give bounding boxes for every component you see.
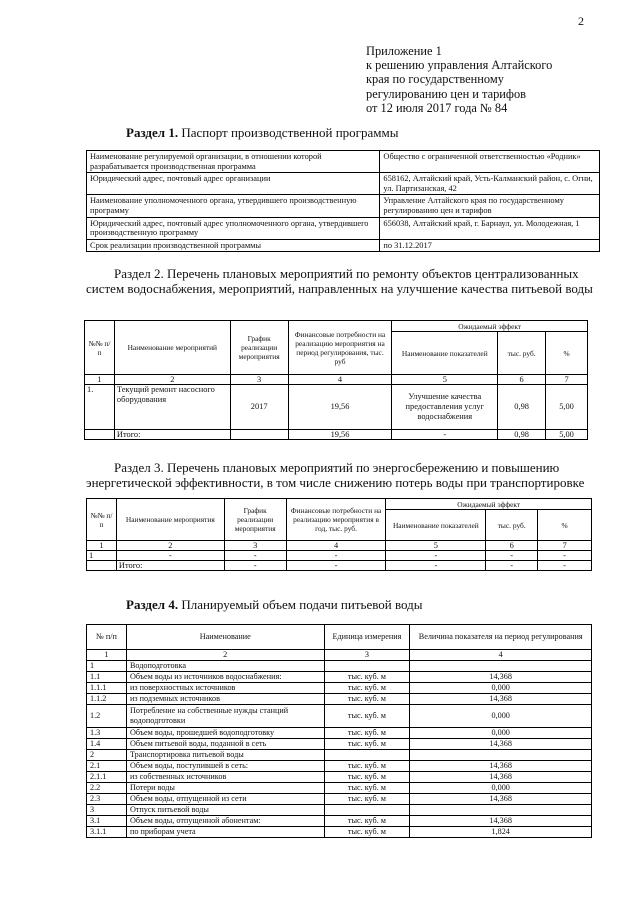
row-value: 0,000: [410, 783, 592, 794]
col-number: 7: [538, 541, 592, 551]
col-number: 2: [114, 375, 230, 385]
section2-title: Раздел 2. Перечень плановых мероприятий по ремонту объектов централизованных систем водоснабжения, мероприятий, направленных на улучшение качества питьевой воды: [86, 266, 593, 296]
total-cell: -: [224, 561, 286, 571]
total-pct: 5,00: [546, 430, 588, 440]
col-number: 4: [288, 375, 392, 385]
header-unit: Единица измерения: [324, 625, 410, 650]
row-num: 3.1: [87, 816, 127, 827]
section1-title: [126, 125, 398, 141]
total-effect-name: -: [392, 430, 498, 440]
passport-value: по 31.12.2017: [380, 239, 600, 252]
col-number: 5: [386, 541, 486, 551]
passport-value: 658162, Алтайский край, Усть-Калманский район, с. Огни, ул. Партизанская, 42: [380, 173, 600, 195]
row-name: из подземных источников: [126, 694, 324, 705]
table-row: [87, 195, 600, 217]
header-schedule: График реализации мероприятия: [230, 321, 288, 375]
row-num: 2.1.1: [87, 772, 127, 783]
header-finance: Финансовые потребности на реализацию мероприятия в год, тыс. руб.: [286, 499, 386, 541]
header-effect: Ожидаемый эффект: [386, 499, 592, 510]
col-number: 5: [392, 375, 498, 385]
row-value: 0,000: [410, 683, 592, 694]
table-row: [87, 551, 592, 561]
table-row: [87, 151, 600, 173]
header-effect-pct: %: [546, 332, 588, 375]
col-number: 3: [224, 541, 286, 551]
col-number: 1: [87, 541, 117, 551]
row-num: 1: [87, 661, 127, 672]
table-row: [87, 750, 592, 761]
section2-table: [84, 320, 588, 440]
col-number: 3: [324, 650, 410, 661]
row-name: Потребление на собственные нужды станций водоподготовки: [126, 705, 324, 728]
row-value: 14,368: [410, 772, 592, 783]
passport-label: Срок реализации производственной программы: [87, 239, 380, 252]
appendix-line: регулированию цен и тарифов: [366, 86, 526, 101]
total-label: Итого:: [116, 561, 224, 571]
table-total-row: [85, 430, 588, 440]
col-number: 4: [410, 650, 592, 661]
table-row: [87, 661, 592, 672]
header-effect: Ожидаемый эффект: [392, 321, 588, 332]
col-number: 1: [85, 375, 115, 385]
table-row: [87, 705, 592, 728]
passport-value: Управление Алтайского края по государственному регулированию цен и тарифов: [380, 195, 600, 217]
total-label: Итого:: [114, 430, 230, 440]
row-value: 14,368: [410, 816, 592, 827]
row-num: 1.2: [87, 705, 127, 728]
table-row: [87, 816, 592, 827]
row-name: Отпуск питьевой воды: [126, 805, 324, 816]
appendix-line: к решению управления Алтайского: [366, 58, 553, 73]
col-number: 2: [126, 650, 324, 661]
table-row: [87, 217, 600, 239]
total-finance: 19,56: [288, 430, 392, 440]
header-name: Наименование: [126, 625, 324, 650]
appendix-line: Приложение 1: [366, 44, 442, 58]
section3-table: [86, 498, 592, 571]
row-name: по приборам учета: [126, 827, 324, 838]
row-cell: -: [486, 551, 538, 561]
header-schedule: График реализации мероприятия: [224, 499, 286, 541]
table-row: [87, 772, 592, 783]
row-value: [410, 805, 592, 816]
table-row: [87, 805, 592, 816]
row-num: 1.1: [87, 672, 127, 683]
row-unit: тыс. куб. м: [324, 761, 410, 772]
row-name: Текущий ремонт насосного оборудования: [114, 385, 230, 430]
row-name: Объем воды, прошедшей водоподготовку: [126, 728, 324, 739]
col-number: 6: [486, 541, 538, 551]
header-effect-name: Наименование показателей: [392, 332, 498, 375]
row-value: 14,368: [410, 694, 592, 705]
total-cell: -: [486, 561, 538, 571]
section4-title-bold: Раздел 4.: [126, 597, 179, 612]
section1-table: [86, 150, 600, 252]
column-number-row: [87, 650, 592, 661]
column-number-row: [87, 541, 592, 551]
appendix-line: от 12 июля 2017 года № 84: [366, 100, 508, 115]
passport-label: Наименование уполномоченного органа, утвердившего производственную программу: [87, 195, 380, 217]
table-total-row: [87, 561, 592, 571]
header-finance: Финансовые потребности на реализацию мероприятия на период регулирования, тыс. руб: [288, 321, 392, 375]
row-name: Объем воды, отпущенной из сети: [126, 794, 324, 805]
row-unit: тыс. куб. м: [324, 739, 410, 750]
row-cell: -: [538, 551, 592, 561]
col-number: 6: [498, 375, 546, 385]
section4-title: [126, 597, 423, 613]
total-cell: -: [386, 561, 486, 571]
row-effect-rub: 0,98: [498, 385, 546, 430]
row-value: 14,368: [410, 739, 592, 750]
row-finance: 19,56: [288, 385, 392, 430]
col-number: 4: [286, 541, 386, 551]
total-rub: 0,98: [498, 430, 546, 440]
row-num: 2.3: [87, 794, 127, 805]
row-value: 0,000: [410, 728, 592, 739]
row-effect-name: Улучшение качества предоставления услуг водоснабжения: [392, 385, 498, 430]
table-header-row: [87, 499, 592, 510]
row-value: 14,368: [410, 794, 592, 805]
row-cell: -: [224, 551, 286, 561]
row-unit: тыс. куб. м: [324, 783, 410, 794]
row-unit: тыс. куб. м: [324, 816, 410, 827]
header-num: №№ п/п: [85, 321, 115, 375]
table-header-row: [85, 321, 588, 332]
section4-table-body: [87, 661, 592, 838]
header-effect-name: Наименование показателей: [386, 510, 486, 541]
table-row: [87, 672, 592, 683]
col-number: 3: [230, 375, 288, 385]
row-num: 1.: [85, 385, 115, 430]
table-row: [87, 827, 592, 838]
row-num: 3: [87, 805, 127, 816]
header-num: № п/п: [87, 625, 127, 650]
row-value: 1,824: [410, 827, 592, 838]
table-row: [87, 694, 592, 705]
section3-title: Раздел 3. Перечень плановых мероприятий по энергосбережению и повышению энергетической эффективности, в том числе снижению потерь воды при транспортировке: [86, 460, 585, 490]
row-num: 2: [87, 750, 127, 761]
row-name: Потери воды: [126, 783, 324, 794]
row-value: [410, 750, 592, 761]
row-name: из собственных источников: [126, 772, 324, 783]
appendix-line: края по государственному: [366, 72, 504, 87]
header-value: Величина показателя на период регулирования: [410, 625, 592, 650]
row-schedule: 2017: [230, 385, 288, 430]
row-name: Объем воды, отпущенной абонентам:: [126, 816, 324, 827]
header-effect-pct: %: [538, 510, 592, 541]
row-num: 3.1.1: [87, 827, 127, 838]
row-name: Объем воды, поступившей в сеть:: [126, 761, 324, 772]
row-num: 1: [87, 551, 117, 561]
row-unit: тыс. куб. м: [324, 705, 410, 728]
row-unit: [324, 750, 410, 761]
col-number: 1: [87, 650, 127, 661]
table-row: [87, 239, 600, 252]
row-name: Объем воды из источников водоснабжения:: [126, 672, 324, 683]
row-value: 14,368: [410, 672, 592, 683]
col-number: 7: [546, 375, 588, 385]
table-header-row: [87, 625, 592, 650]
table-row: [87, 783, 592, 794]
header-effect-rub: тыс. руб.: [486, 510, 538, 541]
row-unit: тыс. куб. м: [324, 794, 410, 805]
row-unit: [324, 661, 410, 672]
row-value: 14,368: [410, 761, 592, 772]
passport-label: Наименование регулируемой организации, в отношении которой разрабатывается производственная программа: [87, 151, 380, 173]
row-unit: тыс. куб. м: [324, 694, 410, 705]
header-name: Наименование мероприятия: [116, 499, 224, 541]
header-num: №№ п/п: [87, 499, 117, 541]
row-num: 1.3: [87, 728, 127, 739]
row-num: 2.1: [87, 761, 127, 772]
table-row: [85, 385, 588, 430]
row-unit: тыс. куб. м: [324, 728, 410, 739]
row-name: Объем питьевой воды, поданной в сеть: [126, 739, 324, 750]
row-name: из поверхностных источников: [126, 683, 324, 694]
table-row: [87, 739, 592, 750]
row-effect-pct: 5,00: [546, 385, 588, 430]
table-row: [87, 683, 592, 694]
table-row: [87, 173, 600, 195]
row-cell: -: [116, 551, 224, 561]
row-name: Транспортировка питьевой воды: [126, 750, 324, 761]
passport-label: Юридический адрес, почтовый адрес уполномоченного органа, утвердившего производственную программу: [87, 217, 380, 239]
col-number: 2: [116, 541, 224, 551]
passport-value: Общество с ограниченной ответственностью «Родник»: [380, 151, 600, 173]
row-unit: тыс. куб. м: [324, 772, 410, 783]
header-name: Наименование мероприятий: [114, 321, 230, 375]
row-cell: -: [386, 551, 486, 561]
passport-label: Юридический адрес, почтовый адрес организации: [87, 173, 380, 195]
row-num: 1.4: [87, 739, 127, 750]
page-number: 2: [578, 14, 584, 28]
row-value: [410, 661, 592, 672]
row-unit: тыс. куб. м: [324, 683, 410, 694]
section4-table: [86, 624, 592, 838]
header-effect-rub: тыс. руб.: [498, 332, 546, 375]
appendix-header: [366, 44, 626, 115]
row-cell: -: [286, 551, 386, 561]
table-row: [87, 794, 592, 805]
table-row: [87, 761, 592, 772]
row-unit: тыс. куб. м: [324, 672, 410, 683]
total-cell: -: [286, 561, 386, 571]
section4-title-text: Планируемый объем подачи питьевой воды: [178, 597, 423, 612]
row-unit: тыс. куб. м: [324, 827, 410, 838]
row-unit: [324, 805, 410, 816]
table-row: [87, 728, 592, 739]
row-value: 0,000: [410, 705, 592, 728]
row-num: 1.1.1: [87, 683, 127, 694]
section1-title-text: Паспорт производственной программы: [178, 125, 399, 140]
column-number-row: [85, 375, 588, 385]
passport-value: 656038, Алтайский край, г. Барнаул, ул. Молодежная, 1: [380, 217, 600, 239]
section1-title-bold: Раздел 1.: [126, 125, 179, 140]
row-num: 2.2: [87, 783, 127, 794]
total-cell: -: [538, 561, 592, 571]
row-name: Водоподготовка: [126, 661, 324, 672]
row-num: 1.1.2: [87, 694, 127, 705]
